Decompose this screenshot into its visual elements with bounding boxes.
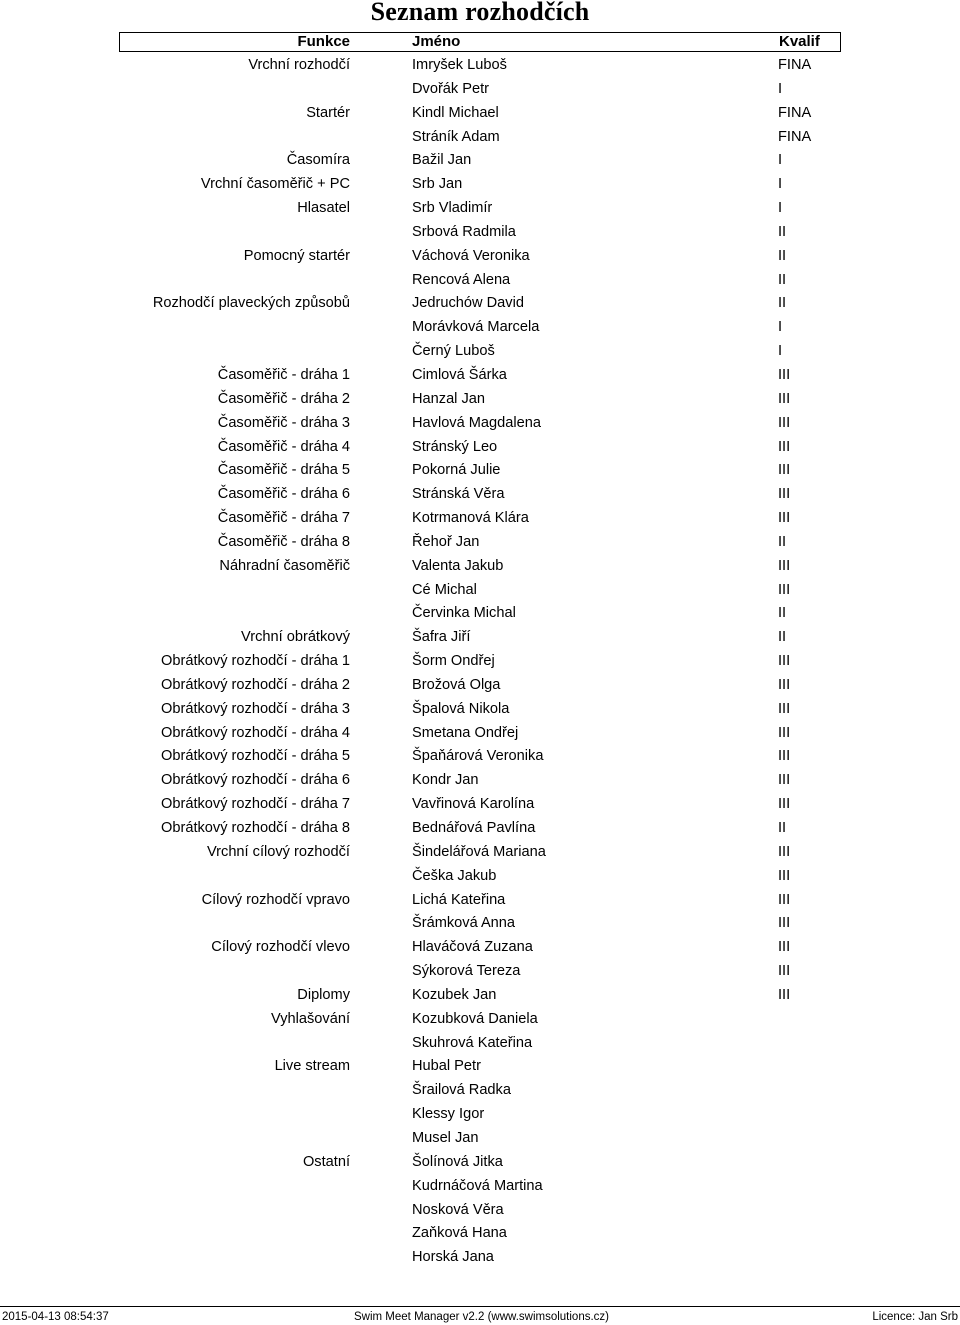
row-kvalif: II: [778, 605, 787, 622]
row-funkce: Vrchní cílový rozhodčí: [206, 843, 350, 860]
table-row: [0, 889, 960, 913]
row-funkce: Časoměřič - dráha 5: [217, 462, 350, 479]
row-kvalif: III: [778, 700, 791, 717]
table-header: [119, 32, 841, 52]
table-row: [0, 841, 960, 865]
row-funkce: Rozhodčí plaveckých způsobů: [152, 295, 350, 312]
row-funkce: Časoměřič - dráha 1: [217, 366, 350, 383]
row-jmeno: Morávková Marcela: [412, 319, 540, 336]
table-row: [0, 1246, 960, 1270]
row-kvalif: II: [778, 295, 787, 312]
row-funkce: Náhradní časoměřič: [219, 557, 350, 574]
row-jmeno: Vavřinová Karolína: [412, 796, 535, 813]
row-jmeno: Hubal Petr: [412, 1058, 481, 1075]
table-row: [0, 269, 960, 293]
row-jmeno: Šolínová Jitka: [412, 1153, 503, 1170]
row-jmeno: Češka Jakub: [412, 867, 497, 884]
row-kvalif: III: [778, 796, 791, 813]
table-row: [0, 817, 960, 841]
row-kvalif: III: [778, 462, 791, 479]
table-row: [0, 722, 960, 746]
table-row: [0, 1079, 960, 1103]
row-funkce: Cílový rozhodčí vpravo: [201, 891, 350, 908]
row-kvalif: III: [778, 724, 791, 741]
row-kvalif: III: [778, 653, 791, 670]
table-row: [0, 769, 960, 793]
row-kvalif: II: [778, 271, 787, 288]
row-kvalif: III: [778, 438, 791, 455]
header-funkce: Funkce: [297, 33, 350, 50]
row-kvalif: III: [778, 891, 791, 908]
row-kvalif: FINA: [778, 57, 812, 73]
table-row: [0, 793, 960, 817]
table-row: [0, 1032, 960, 1056]
row-funkce: Časoměřič - dráha 6: [217, 486, 350, 503]
row-funkce: Live stream: [274, 1058, 350, 1075]
table-row: [0, 1175, 960, 1199]
row-jmeno: Nosková Věra: [412, 1201, 504, 1218]
row-funkce: Obrátkový rozhodčí - dráha 6: [161, 772, 350, 789]
row-kvalif: III: [778, 557, 791, 574]
row-funkce: Obrátkový rozhodčí - dráha 8: [161, 820, 350, 836]
table-row: [0, 340, 960, 364]
row-jmeno: Havlová Magdalena: [412, 414, 541, 431]
row-jmeno: Špalová Nikola: [412, 700, 510, 717]
row-jmeno: Srb Vladimír: [412, 200, 493, 217]
row-kvalif: II: [778, 247, 787, 264]
row-jmeno: Hlaváčová Zuzana: [412, 939, 533, 956]
row-jmeno: Bažil Jan: [412, 152, 472, 169]
row-jmeno: Kozubek Jan: [412, 986, 497, 1003]
row-jmeno: Srbová Radmila: [412, 223, 516, 240]
table-row: [0, 507, 960, 531]
row-funkce: Časoměřič - dráha 8: [217, 533, 350, 550]
row-kvalif: FINA: [778, 128, 812, 145]
row-jmeno: Váchová Veronika: [412, 247, 530, 264]
row-jmeno: Jedruchów David: [412, 295, 524, 312]
row-funkce: Hlasatel: [297, 200, 350, 217]
row-funkce: Časoměřič - dráha 7: [217, 510, 350, 527]
footer-app: Swim Meet Manager v2.2 (www.swimsolutions.cz): [354, 1311, 609, 1323]
table-row: [0, 197, 960, 221]
row-funkce: Diplomy: [297, 986, 350, 1003]
row-kvalif: III: [778, 867, 791, 884]
table-row: [0, 173, 960, 197]
row-kvalif: FINA: [778, 104, 812, 121]
header-jmeno: Jméno: [412, 33, 461, 50]
row-jmeno: Stráník Adam: [412, 128, 500, 145]
referee-list: [0, 54, 960, 1270]
page-title: Seznam rozhodčích: [370, 0, 590, 26]
row-kvalif: II: [778, 820, 787, 836]
table-row: [0, 1222, 960, 1246]
footer-license: Licence: Jan Srb: [872, 1311, 958, 1323]
table-row: [0, 316, 960, 340]
table-row: [0, 459, 960, 483]
row-kvalif: III: [778, 772, 791, 789]
row-jmeno: Smetana Ondřej: [412, 724, 519, 741]
row-kvalif: III: [778, 843, 791, 860]
row-jmeno: Rencová Alena: [412, 271, 511, 288]
row-jmeno: Hanzal Jan: [412, 390, 486, 407]
table-row: [0, 1127, 960, 1151]
row-jmeno: Šorm Ondřej: [412, 653, 495, 670]
row-kvalif: III: [778, 748, 791, 765]
table-row: [0, 555, 960, 579]
row-jmeno: Řehoř Jan: [412, 533, 480, 550]
row-jmeno: Kozubková Daniela: [412, 1010, 538, 1027]
table-row: [0, 292, 960, 316]
row-kvalif: III: [778, 486, 791, 503]
table-row: [0, 912, 960, 936]
table-row: [0, 436, 960, 460]
row-kvalif: III: [778, 366, 791, 383]
row-funkce: Obrátkový rozhodčí - dráha 1: [161, 653, 350, 670]
row-kvalif: II: [778, 533, 787, 550]
row-jmeno: Imryšek Luboš: [412, 57, 507, 73]
table-row: [0, 102, 960, 126]
row-jmeno: Šrámková Anna: [412, 915, 516, 932]
row-funkce: Obrátkový rozhodčí - dráha 3: [161, 700, 350, 717]
row-kvalif: I: [778, 319, 783, 336]
table-row: [0, 650, 960, 674]
row-jmeno: Sýkorová Tereza: [412, 963, 521, 980]
row-jmeno: Srb Jan: [412, 176, 463, 193]
row-funkce: Obrátkový rozhodčí - dráha 2: [161, 676, 350, 693]
table-row: [0, 745, 960, 769]
row-funkce: Vrchní obrátkový: [241, 629, 350, 646]
row-kvalif: I: [778, 176, 783, 193]
row-funkce: Pomocný startér: [243, 247, 350, 264]
table-row: [0, 960, 960, 984]
row-jmeno: Černý Luboš: [412, 343, 495, 360]
table-row: [0, 1055, 960, 1079]
table-row: [0, 602, 960, 626]
row-kvalif: III: [778, 939, 791, 956]
table-row: [0, 54, 960, 78]
table-row: [0, 78, 960, 102]
row-jmeno: Kotrmanová Klára: [412, 510, 529, 527]
row-jmeno: Lichá Kateřina: [412, 891, 506, 908]
header-kvalif: Kvalif: [779, 33, 820, 50]
row-kvalif: II: [778, 223, 787, 240]
table-row: [0, 936, 960, 960]
table-row: [0, 1008, 960, 1032]
row-funkce: Cílový rozhodčí vlevo: [211, 939, 350, 956]
row-kvalif: III: [778, 963, 791, 980]
row-jmeno: Horská Jana: [412, 1249, 494, 1266]
row-jmeno: Červinka Michal: [412, 605, 516, 622]
table-row: [0, 245, 960, 269]
row-jmeno: Kondr Jan: [412, 772, 479, 789]
table-row: [0, 579, 960, 603]
row-jmeno: Šrailová Radka: [412, 1082, 511, 1099]
row-jmeno: Cimlová Šárka: [412, 366, 507, 383]
row-jmeno: Musel Jan: [412, 1129, 479, 1146]
row-jmeno: Šafra Jiří: [412, 629, 471, 646]
footer-divider: [0, 1306, 960, 1307]
row-jmeno: Špaňárová Veronika: [412, 748, 544, 765]
row-jmeno: Pokorná Julie: [412, 462, 501, 479]
row-kvalif: I: [778, 152, 783, 169]
table-row: [0, 674, 960, 698]
table-row: [0, 483, 960, 507]
row-kvalif: I: [778, 80, 783, 97]
row-kvalif: I: [778, 343, 783, 360]
row-jmeno: Dvořák Petr: [412, 80, 490, 97]
table-row: [0, 698, 960, 722]
table-row: [0, 626, 960, 650]
table-row: [0, 1103, 960, 1127]
table-row: [0, 126, 960, 150]
row-jmeno: Bednářová Pavlína: [412, 820, 536, 836]
row-funkce: Vrchní rozhodčí: [248, 57, 350, 73]
row-kvalif: III: [778, 390, 791, 407]
table-row: [0, 865, 960, 889]
table-row: [0, 1151, 960, 1175]
row-funkce: Časoměřič - dráha 4: [217, 438, 350, 455]
row-kvalif: III: [778, 510, 791, 527]
row-funkce: Ostatní: [302, 1153, 350, 1170]
row-kvalif: III: [778, 414, 791, 431]
row-jmeno: Klessy Igor: [412, 1106, 485, 1123]
row-jmeno: Brožová Olga: [412, 676, 501, 693]
row-kvalif: II: [778, 629, 787, 646]
table-row: [0, 412, 960, 436]
row-jmeno: Skuhrová Kateřina: [412, 1034, 533, 1051]
table-row: [0, 388, 960, 412]
row-funkce: Časoměřič - dráha 2: [217, 390, 350, 407]
row-kvalif: III: [778, 915, 791, 932]
row-funkce: Vyhlašování: [271, 1010, 350, 1027]
row-jmeno: Cé Michal: [412, 581, 477, 598]
row-funkce: Obrátkový rozhodčí - dráha 5: [161, 748, 350, 765]
row-kvalif: I: [778, 200, 783, 217]
row-jmeno: Kudrnáčová Martina: [412, 1177, 543, 1194]
table-row: [0, 364, 960, 388]
footer-datetime: 2015-04-13 08:54:37: [2, 1311, 109, 1323]
row-kvalif: III: [778, 581, 791, 598]
row-jmeno: Stránský Leo: [412, 438, 498, 455]
table-row: [0, 149, 960, 173]
table-row: [0, 984, 960, 1008]
row-jmeno: Stránská Věra: [412, 486, 505, 503]
row-jmeno: Kindl Michael: [412, 104, 499, 121]
row-jmeno: Šindelářová Mariana: [412, 843, 546, 860]
row-funkce: Obrátkový rozhodčí - dráha 4: [161, 724, 350, 741]
row-kvalif: III: [778, 676, 791, 693]
row-funkce: Obrátkový rozhodčí - dráha 7: [161, 796, 350, 813]
row-kvalif: III: [778, 986, 791, 1003]
row-jmeno: Valenta Jakub: [412, 557, 504, 574]
table-row: [0, 531, 960, 555]
row-funkce: Časoměřič - dráha 3: [217, 414, 350, 431]
table-row: [0, 221, 960, 245]
table-row: [0, 1199, 960, 1223]
row-funkce: Časomíra: [286, 152, 350, 169]
row-jmeno: Zaňková Hana: [412, 1225, 507, 1242]
row-funkce: Startér: [306, 104, 350, 121]
row-funkce: Vrchní časoměřič + PC: [200, 176, 350, 193]
